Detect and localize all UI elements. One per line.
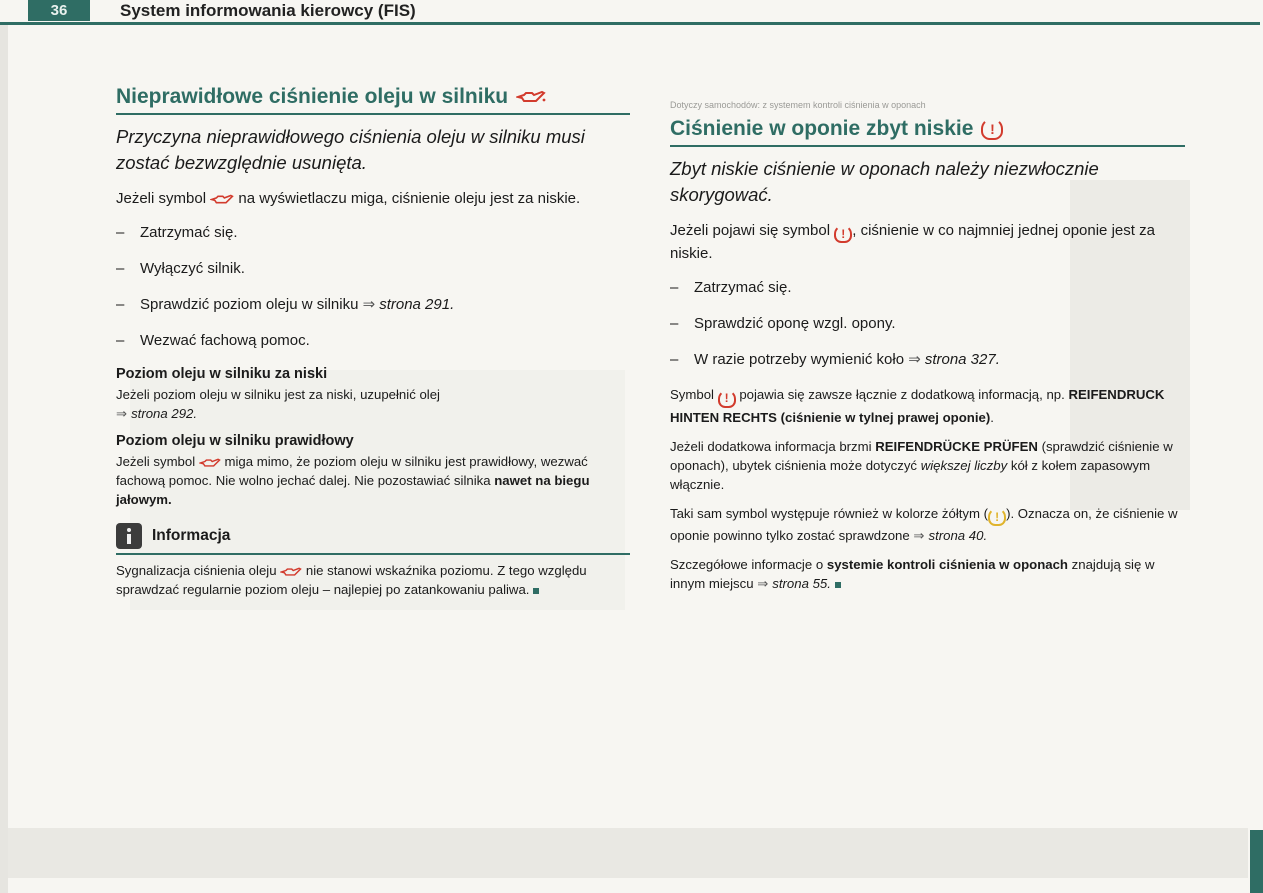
info-title: Informacja [152, 527, 231, 544]
section-tab [1250, 830, 1263, 893]
oil-can-icon [199, 457, 221, 469]
section-title-tire [670, 117, 1185, 147]
applicability-note: Dotyczy samochodów: z systemem kontroli ciśnienia w oponach [670, 100, 926, 110]
page-reference-link[interactable]: strona 40. [928, 528, 988, 543]
end-marker [835, 582, 841, 588]
paragraph: Symbol ! pojawia się zawsze łącznie z dodatkową informacją, np. REIFENDRUCK HINTEN RECHTS (ciśnienie w tylnej prawej oponie). [670, 387, 1165, 425]
page-edge [0, 25, 8, 893]
footer-band [8, 828, 1248, 878]
list-item: – Sprawdzić poziom oleju w silniku ⇒ strona 291. [116, 296, 455, 313]
page-number: 36 [28, 0, 90, 21]
oil-can-icon [280, 566, 302, 578]
info-icon [116, 523, 142, 549]
end-marker [533, 588, 539, 594]
section-title-text: Ciśnienie w oponie zbyt niskie [670, 117, 974, 140]
info-box-header [116, 523, 630, 549]
step-list [116, 222, 630, 352]
oil-can-icon [210, 193, 234, 206]
page-reference-link[interactable]: strona 327. [924, 351, 1000, 368]
lead-text: Przyczyna nieprawidłowego ciśnienia oleju w silniku musi zostać bezwzględnie usunięta. [116, 126, 585, 173]
tire-pressure-warning-icon: ! [988, 508, 1006, 526]
page-reference-link[interactable]: strona 292. [131, 406, 198, 421]
paragraph: Szczegółowe informacje o systemie kontroli ciśnienia w oponach znajdują się w innym miejscu ⇒ strona 55. [670, 557, 1155, 591]
left-column [116, 85, 630, 609]
list-item: – Wyłączyć silnik. [116, 260, 245, 277]
paragraph: Taki sam symbol występuje również w kolorze żółtym ( ! ). Oznacza on, że ciśnienie w oponie powinno tylko zostać sprawdzone ⇒ strona 40. [670, 505, 1178, 543]
info-text: Sygnalizacja ciśnienia oleju nie stanowi wskaźnika poziomu. Z tego względu sprawdzać regularnie poziom oleju – najlepiej po zatankowaniu paliwa. [116, 563, 587, 597]
lead-text: Zbyt niskie ciśnienie w oponach należy niezwłocznie skorygować. [670, 158, 1099, 205]
tire-pressure-warning-icon: ! [981, 118, 1003, 140]
subheading: Poziom oleju w silniku za niski [116, 366, 328, 382]
paragraph: Jeżeli pojawi się symbol ! , ciśnienie w co najmniej jednej oponie jest za niskie. [670, 222, 1155, 262]
paragraph: Jeżeli symbol na wyświetlaczu miga, ciśnienie oleju jest za niskie. [116, 190, 581, 207]
list-item: – W razie potrzeby wymienić koło ⇒ strona 327. [670, 351, 1000, 368]
subheading: Poziom oleju w silniku prawidłowy [116, 433, 354, 449]
page-reference-link[interactable]: strona 55. [772, 576, 831, 591]
section-title-oil [116, 85, 630, 115]
info-rule [116, 553, 630, 555]
tire-pressure-warning-icon: ! [834, 225, 852, 243]
section-title-text: Nieprawidłowe ciśnienie oleju w silniku [116, 85, 509, 108]
tire-pressure-warning-icon: ! [718, 390, 736, 408]
header-rule [0, 22, 1260, 25]
step-list [670, 277, 1185, 371]
list-item: – Zatrzymać się. [116, 224, 238, 241]
right-column [670, 100, 1185, 603]
page-reference-link[interactable]: strona 291. [379, 296, 455, 313]
paragraph: Jeżeli poziom oleju w silniku jest za niski, uzupełnić olej ⇒ strona 292. [116, 387, 440, 421]
list-item: – Zatrzymać się. [670, 279, 792, 296]
paragraph: Jeżeli symbol miga mimo, że poziom oleju w silniku jest prawidłowy, wezwać fachową pomoc. Nie wolno jechać dalej. Nie pozostawiać silnika nawet na biegu jałowym. [116, 454, 590, 507]
oil-can-icon [516, 89, 546, 105]
list-item: – Sprawdzić oponę wzgl. opony. [670, 315, 896, 332]
chapter-title: System informowania kierowcy (FIS) [120, 1, 416, 20]
list-item: – Wezwać fachową pomoc. [116, 332, 310, 349]
paragraph: Jeżeli dodatkowa informacja brzmi REIFENDRÜCKE PRÜFEN (sprawdzić ciśnienie w oponach), ubytek ciśnienia może dotyczyć większej liczby kół z kołem zapasowym włącznie. [670, 438, 1173, 492]
